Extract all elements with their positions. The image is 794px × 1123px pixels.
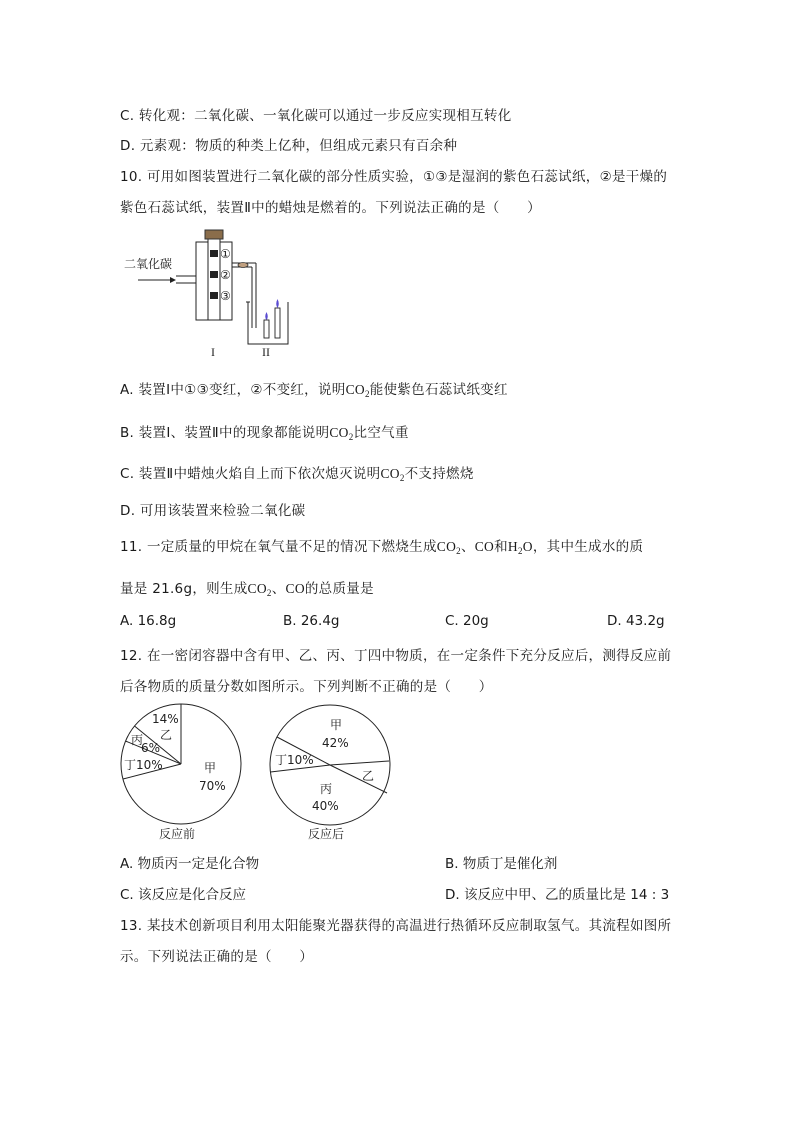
q11-option-b: B. 26.4g [283,613,340,629]
pie-after-label-bing: 丙 [320,782,333,796]
arrow-head-icon [170,277,176,283]
marker-1: ① [220,247,231,261]
pie-after-pct-bing: 40% [312,799,339,813]
flame-short-icon [265,312,268,320]
q12-stem-line2: 后各物质的质量分数如图所示。下列判断不正确的是（ ） [120,679,493,695]
q12-option-d: D. 该反应中甲、乙的质量比是 14 : 3 [445,887,670,903]
label-device-i: I [211,345,215,359]
q13-stem-line1: 13. 某技术创新项目利用太阳能聚光器获得的高温进行热循环反应制取氢气。其流程如图所 [120,918,672,934]
paper-strip-1 [210,250,218,257]
q11-stem-line2: 量是 21.6g，则生成$CO_2$、CO的总质量是 [120,581,374,598]
stopper [205,230,223,239]
q11-option-d: D. 43.2g [607,613,665,629]
q12-pie-after [268,700,398,846]
q12-option-a: A. 物质丙一定是化合物 [120,856,260,872]
marker-2: ② [220,268,231,282]
pie-after-pct-jia: 42% [322,736,349,750]
candle-short [264,320,269,338]
q12-pie-before [118,700,248,846]
pie-before-pct-jia: 70% [199,779,226,793]
pie-before-label-jia: 甲 [204,761,217,775]
rubber-joint [238,263,248,268]
q10-option-d: D. 可用该装置来检验二氧化碳 [120,503,306,519]
candle-tall [275,308,280,338]
q12-option-b: B. 物质丁是催化剂 [445,856,558,872]
paper-strip-3 [210,292,218,299]
pie-before-label-yi: 乙 [160,728,173,742]
label-device-ii: II [262,345,270,359]
q11-stem-line1: 11. 一定质量的甲烷在氧气量不足的情况下燃烧生成$CO_2$、CO和$H_2O$，其中生成水的质 [120,539,644,556]
q10-option-a: A. 装置Ⅰ中①③变红，②不变红，说明$CO_2$能使紫色石蕊试纸变红 [120,382,508,399]
pie-after-caption: 反应后 [308,827,345,841]
q9-option-d: D. 元素观：物质的种类上亿种，但组成元素只有百余种 [120,138,458,154]
flame-tall-icon [276,299,279,308]
q10-stem-line2: 紫色石蕊试纸，装置Ⅱ中的蜡烛是燃着的。下列说法正确的是（ ） [120,200,541,216]
q10-apparatus-figure [118,226,318,362]
q10-option-c: C. 装置Ⅱ中蜡烛火焰自上而下依次熄灭说明$CO_2$不支持燃烧 [120,466,474,483]
q10-stem-line1: 10. 可用如图装置进行二氧化碳的部分性质实验，①③是湿润的紫色石蕊试纸，②是干燥的 [120,169,668,185]
pie-before-caption: 反应前 [159,827,196,841]
q11-option-c: C. 20g [445,613,489,629]
co2-label: 二氧化碳 [124,257,173,271]
paper-strip-2 [210,271,218,278]
pie-after-label-jia: 甲 [330,718,343,732]
q12-option-c: C. 该反应是化合反应 [120,887,247,903]
pie-before-pct-yi: 14% [152,712,179,726]
pie-after-label-ding: 丁10% [275,753,314,767]
q12-stem-line1: 12. 在一密闭容器中含有甲、乙、丙、丁四中物质，在一定条件下充分反应后，测得反应前 [120,648,672,664]
q11-option-a: A. 16.8g [120,613,177,629]
pie-after-label-yi: 乙 [362,769,375,783]
q13-stem-line2: 示。下列说法正确的是（ ） [120,949,314,965]
marker-3: ③ [220,289,231,303]
pie-before-pct-bing: 6% [141,741,161,755]
pie-before-label-bing: 丙 [131,733,144,747]
q10-option-b: B. 装置Ⅰ、装置Ⅱ中的现象都能说明$CO_2$比空气重 [120,425,409,442]
q9-option-c: C. 转化观：二氧化碳、一氧化碳可以通过一步反应实现相互转化 [120,108,512,124]
pie-before-label-ding: 丁10% [124,758,163,772]
